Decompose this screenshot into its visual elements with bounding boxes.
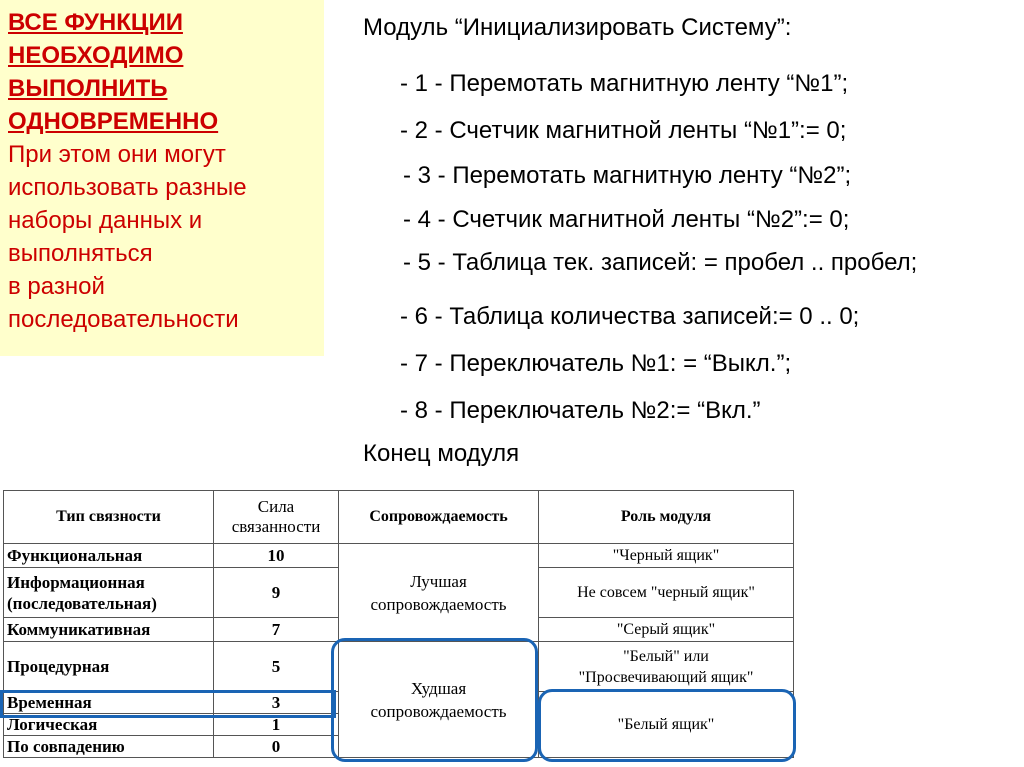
header-maintainability: Сопровождаемость	[339, 491, 539, 544]
row-strength: 0	[214, 736, 339, 758]
note-body-line: использовать разные	[8, 174, 247, 201]
row-strength: 1	[214, 714, 339, 736]
module-step-8: - 8 - Переключатель №2:= “Вкл.”	[400, 397, 761, 424]
note-heading-line: ВЫПОЛНИТЬ	[8, 75, 168, 102]
module-step-1: - 1 - Перемотать магнитную ленту “№1”;	[400, 70, 849, 97]
row-strength: 7	[214, 618, 339, 642]
note-heading-line: НЕОБХОДИМО	[8, 42, 184, 69]
maintainability-best-line2: сопровождаемость	[370, 594, 507, 614]
header-strength	[214, 491, 339, 544]
role-white-or-translucent	[539, 642, 794, 692]
table-row	[4, 544, 794, 568]
row-strength: 3	[214, 692, 339, 714]
maintainability-worst-line1: Худшая	[410, 678, 467, 698]
maintainability-worst-line2: сопровождаемость	[370, 701, 507, 721]
role-white-or-line1: "Белый" или	[623, 647, 709, 665]
row-type: Функциональная	[4, 544, 214, 568]
header-type: Тип связности	[4, 491, 214, 544]
module-step-7: - 7 - Переключатель №1: = “Выкл.”;	[400, 350, 792, 377]
maintainability-worst	[339, 642, 539, 758]
module-end: Конец модуля	[363, 440, 520, 467]
header-strength-line2: связанности	[231, 517, 321, 536]
role-white: "Белый ящик"	[539, 692, 794, 758]
row-type: По совпадению	[4, 736, 214, 758]
module-step-2: - 2 - Счетчик магнитной ленты “№1”:= 0;	[400, 117, 847, 144]
note-body-line: При этом они могут	[8, 141, 226, 168]
module-step-4: - 4 - Счетчик магнитной ленты “№2”:= 0;	[403, 206, 850, 233]
note-box	[0, 0, 324, 356]
note-body-line: выполняться	[8, 240, 153, 267]
row-type: Временная	[4, 692, 214, 714]
maintainability-best-line1: Лучшая	[410, 571, 467, 591]
row-type-line2: (последовательная)	[7, 593, 157, 613]
row-strength: 9	[214, 568, 339, 618]
row-strength: 5	[214, 642, 339, 692]
note-body-line: последовательности	[8, 306, 239, 333]
row-type-line1: Информационная	[7, 572, 145, 592]
role-white-or-line2: "Просвечивающий ящик"	[578, 668, 754, 686]
row-type: Процедурная	[4, 642, 214, 692]
note-heading-line: ВСЕ ФУНКЦИИ	[8, 9, 183, 36]
row-type: Логическая	[4, 714, 214, 736]
row-type	[4, 568, 214, 618]
module-title: Модуль “Инициализировать Систему”:	[363, 14, 792, 41]
row-strength: 10	[214, 544, 339, 568]
module-step-6: - 6 - Таблица количества записей:= 0 .. 0;	[400, 303, 860, 330]
table-row	[4, 642, 794, 692]
module-step-5: - 5 - Таблица тек. записей: = пробел .. пробел;	[403, 249, 918, 276]
note-heading-line: ОДНОВРЕМЕННО	[8, 108, 219, 135]
note-body-line: в разной	[8, 273, 105, 300]
header-strength-line1: Сила	[257, 497, 295, 516]
row-type: Коммуникативная	[4, 618, 214, 642]
cohesion-table	[3, 490, 794, 758]
role-black: "Черный ящик"	[539, 544, 794, 568]
module-step-3: - 3 - Перемотать магнитную ленту “№2”;	[403, 162, 852, 189]
note-body-line: наборы данных и	[8, 207, 203, 234]
role-gray: "Серый ящик"	[539, 618, 794, 642]
maintainability-best	[339, 544, 539, 642]
role-not-black: Не совсем "черный ящик"	[539, 568, 794, 618]
header-role: Роль модуля	[539, 491, 794, 544]
